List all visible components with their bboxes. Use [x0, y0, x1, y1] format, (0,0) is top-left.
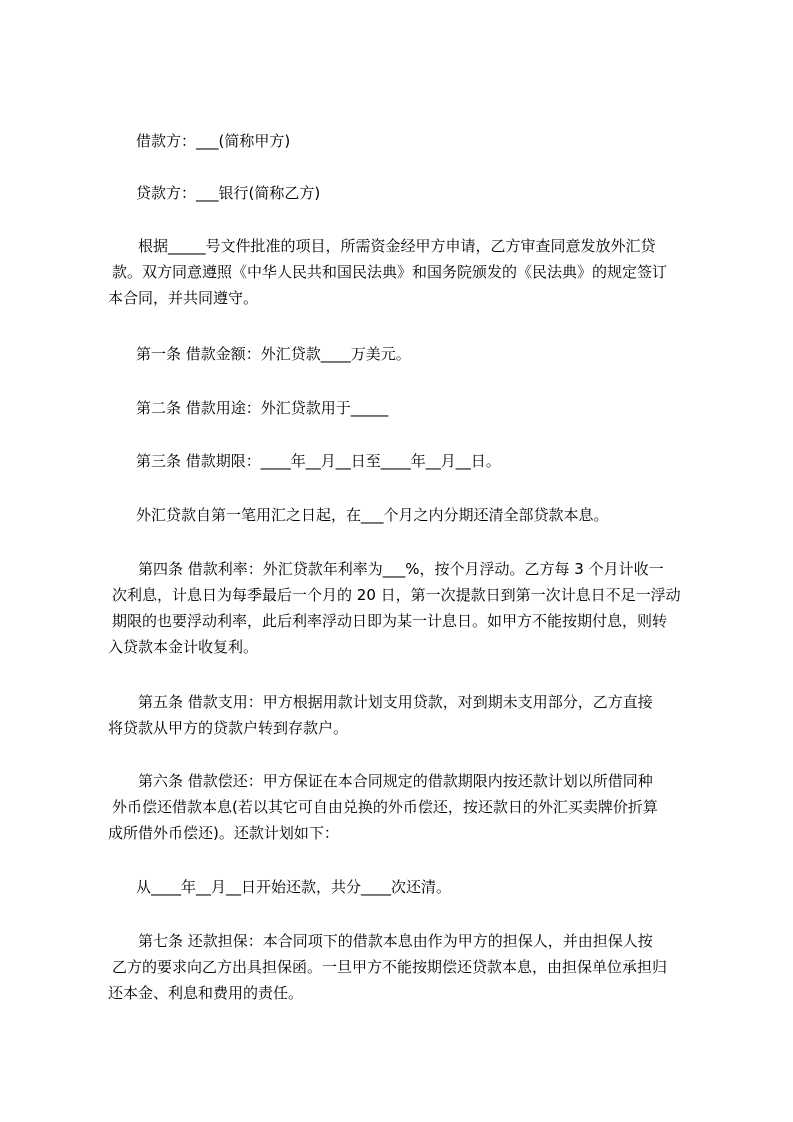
article-3-text: 第三条 借款期限：____年__月__日至____年__月__日。: [136, 452, 501, 470]
article-4-line-2: 次利息，计息日为每季最后一个月的 20 日，第一次提款日到第一次计息日不足一浮动: [112, 586, 681, 604]
preamble-line-1: 根据_____号文件批准的项目，所需资金经甲方申请，乙方审查同意发放外汇贷: [138, 237, 656, 255]
article-6-line-2: 外币偿还借款本息(若以其它可自由兑换的外币偿还，按还款日的外汇买卖牌价折算: [112, 798, 658, 816]
preamble-paragraph: [108, 233, 700, 311]
article-1: [108, 341, 700, 367]
article-3: [108, 448, 700, 474]
article-3-note: [108, 502, 700, 528]
article-6-line-1: 第六条 借款偿还：甲方保证在本合同规定的借款期限内按还款计划以所借同种: [138, 772, 653, 790]
lender-line: [108, 180, 700, 206]
article-4-line-4: 入贷款本金计收复利。: [108, 638, 259, 656]
article-5-line-1: 第五条 借款支用：甲方根据用款计划支用贷款，对到期未支用部分，乙方直接: [138, 693, 653, 711]
article-2: [108, 395, 700, 421]
preamble-line-2: 款。双方同意遵照《中华人民共和国民法典》和国务院颁发的《民法典》的规定签订: [112, 263, 668, 281]
article-4-line-3: 期限的也要浮动利率，此后利率浮动日即为某一计息日。如甲方不能按期付息，则转: [112, 612, 668, 630]
article-5: [108, 689, 700, 741]
article-7-line-3: 还本金、利息和费用的责任。: [108, 984, 304, 1002]
article-7: [108, 928, 700, 1006]
article-6-plan: [108, 874, 700, 900]
article-6: [108, 768, 700, 846]
article-7-line-1: 第七条 还款担保：本合同项下的借款本息由作为甲方的担保人，并由担保人按: [138, 932, 653, 950]
article-3-note-text: 外汇贷款自第一笔用汇之日起，在___个月之内分期还清全部贷款本息。: [136, 506, 609, 524]
article-7-line-2: 乙方的要求向乙方出具担保函。一旦甲方不能按期偿还贷款本息，由担保单位承担归: [112, 958, 668, 976]
article-2-text: 第二条 借款用途：外汇贷款用于_____: [136, 399, 389, 417]
borrower-line: [108, 128, 700, 154]
lender-text: 贷款方：___银行(简称乙方): [136, 184, 321, 202]
article-1-text: 第一条 借款金额：外汇贷款____万美元。: [136, 345, 411, 363]
article-6-line-3: 成所借外币偿还)。还款计划如下：: [108, 824, 339, 842]
article-5-line-2: 将贷款从甲方的贷款户转到存款户。: [108, 719, 349, 737]
borrower-text: 借款方：___(简称甲方): [136, 132, 291, 150]
article-4-line-1: 第四条 借款利率：外汇贷款年利率为___%，按个月浮动。乙方每 3 个月计收一: [138, 560, 664, 578]
preamble-line-3: 本合同，并共同遵守。: [108, 289, 259, 307]
article-4: [108, 556, 700, 660]
article-6-plan-text: 从____年__月__日开始还款，共分____次还清。: [136, 878, 452, 896]
